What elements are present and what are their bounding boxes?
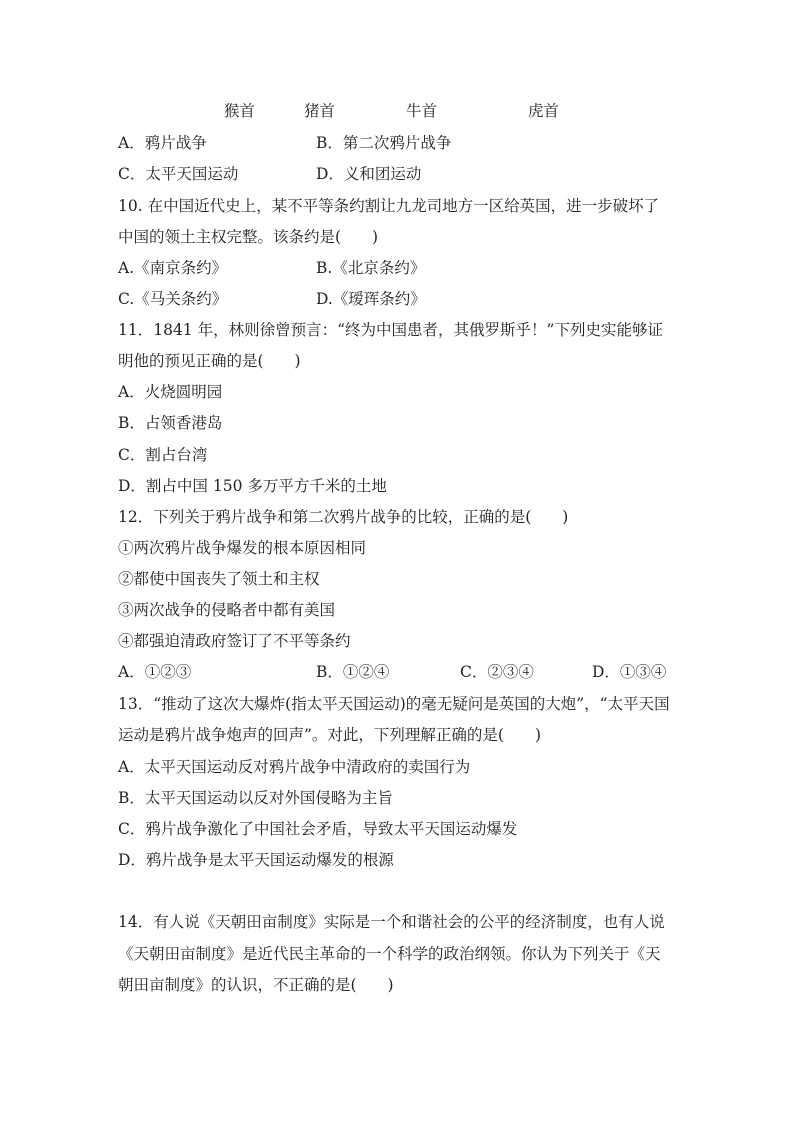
image-label-monkey: 猴首	[224, 102, 256, 120]
q9-option-c: C．太平天国运动	[118, 165, 239, 183]
q11-option-b: B．占领香港岛	[118, 414, 223, 432]
q10-option-d: D.《瑷珲条约》	[316, 290, 426, 308]
q10-option-c: C.《马关条约》	[118, 290, 228, 308]
q12-option-a: A．①②③	[118, 663, 192, 681]
q12-option-c: C．②③④	[460, 663, 534, 681]
q10-option-b: B.《北京条约》	[316, 259, 426, 277]
image-label-tiger: 虎首	[528, 102, 560, 120]
q12-option-b: B．①②④	[316, 663, 390, 681]
q12-stem: 12．下列关于鸦片战争和第二次鸦片战争的比较，正确的是( )	[118, 508, 569, 526]
q12-statement-3: ③两次战争的侵略者中都有美国	[118, 601, 336, 619]
q10-stem-line1: 10. 在中国近代史上，某不平等条约割让九龙司地方一区给英国，进一步破坏了	[118, 197, 660, 215]
image-label-ox: 牛首	[406, 102, 438, 120]
q12-option-d: D．①③④	[592, 663, 667, 681]
q13-stem-line2: 运动是鸦片战争炮声的回声”。对此，下列理解正确的是( )	[118, 726, 542, 744]
q13-stem-line1: 13．“推动了这次大爆炸(指太平天国运动)的毫无疑问是英国的大炮”，“太平天国	[118, 695, 670, 713]
q13-option-a: A．太平天国运动反对鸦片战争中清政府的卖国行为	[118, 758, 471, 776]
q11-stem-line1: 11．1841 年，林则徐曾预言：“终为中国患者，其俄罗斯乎！”下列史实能够证	[118, 321, 663, 339]
q14-stem-line1: 14．有人说《天朝田亩制度》实际是一个和谐社会的公平的经济制度，也有人说	[118, 913, 665, 931]
q11-option-d: D．割占中国 150 多万平方千米的土地	[118, 477, 387, 495]
q9-option-a: A．鸦片战争	[118, 134, 207, 152]
q10-stem-line2: 中国的领土主权完整。该条约是( )	[118, 228, 379, 246]
image-label-pig: 猪首	[304, 102, 336, 120]
q12-statement-1: ①两次鸦片战争爆发的根本原因相同	[118, 539, 367, 557]
q11-option-c: C．割占台湾	[118, 446, 208, 464]
q14-stem-line2: 《天朝田亩制度》是近代民主革命的一个科学的政治纲领。你认为下列关于《天	[118, 945, 661, 963]
q13-option-d: D．鸦片战争是太平天国运动爆发的根源	[118, 851, 394, 869]
q12-statement-4: ④都强迫清政府签订了不平等条约	[118, 632, 351, 650]
q9-option-d: D．义和团运动	[316, 165, 422, 183]
q13-option-c: C．鸦片战争激化了中国社会矛盾，导致太平天国运动爆发	[118, 820, 518, 838]
q13-option-b: B．太平天国运动以反对外国侵略为主旨	[118, 789, 393, 807]
q11-option-a: A．火烧圆明园	[118, 383, 223, 401]
q14-stem-line3: 朝田亩制度》的认识，不正确的是( )	[118, 976, 394, 994]
q9-option-b: B．第二次鸦片战争	[316, 134, 452, 152]
q11-stem-line2: 明他的预见正确的是( )	[118, 352, 301, 370]
q10-option-a: A.《南京条约》	[118, 259, 228, 277]
q12-statement-2: ②都使中国丧失了领土和主权	[118, 570, 320, 588]
